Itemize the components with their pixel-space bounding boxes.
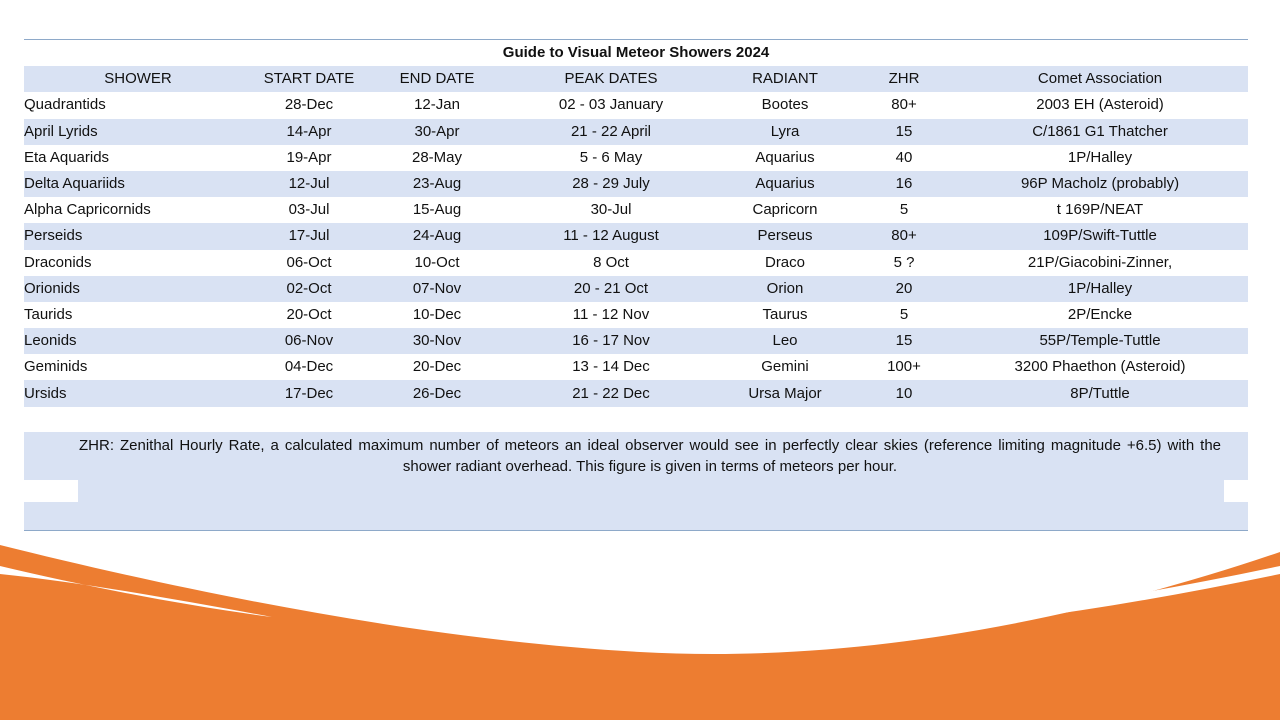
shower-name: Geminids [24,354,252,380]
shower-name: Delta Aquariids [24,171,252,197]
end-date: 10-Dec [366,302,508,328]
comet-association: 2P/Encke [952,302,1248,328]
radiant: Bootes [714,92,856,118]
zhr-value: 80+ [856,92,952,118]
start-date: 12-Jul [252,171,366,197]
start-date: 19-Apr [252,145,366,171]
comet-association: 3200 Phaethon (Asteroid) [952,354,1248,380]
table-spacer-row [24,407,1248,433]
zhr-value: 16 [856,171,952,197]
column-header-end-date: END DATE [366,66,508,92]
end-date: 15-Aug [366,197,508,223]
zhr-value: 20 [856,276,952,302]
shower-name: Draconids [24,250,252,276]
peak-dates: 02 - 03 January [508,92,714,118]
start-date: 06-Nov [252,328,366,354]
zhr-value: 15 [856,119,952,145]
peak-dates: 13 - 14 Dec [508,354,714,380]
zhr-value: 10 [856,380,952,406]
radiant: Ursa Major [714,380,856,406]
meteor-showers-table [24,40,1248,433]
radiant: Draco [714,250,856,276]
end-date: 07-Nov [366,276,508,302]
start-date: 17-Dec [252,380,366,406]
radiant: Taurus [714,302,856,328]
column-header-comet-association: Comet Association [952,66,1248,92]
end-date: 24-Aug [366,223,508,249]
end-date: 26-Dec [366,380,508,406]
zhr-value: 40 [856,145,952,171]
peak-dates: 21 - 22 Dec [508,380,714,406]
zhr-definition-text: ZHR: Zenithal Hourly Rate, a calculated maximum number of meteors an ideal observer would see in perfectly clear skies (reference limiting magnitude +6.5) with the shower radiant overhead. This figure is given in terms of meteors per hour. [79,437,1221,475]
zhr-note-box [24,432,1248,531]
table-row [24,328,1248,354]
zhr-value: 80+ [856,223,952,249]
start-date: 14-Apr [252,119,366,145]
column-header-peak-dates: PEAK DATES [508,66,714,92]
radiant: Leo [714,328,856,354]
note-gap-right [1224,480,1248,502]
comet-association: t 169P/NEAT [952,197,1248,223]
shower-name: Leonids [24,328,252,354]
table-body [24,92,1248,432]
peak-dates: 16 - 17 Nov [508,328,714,354]
table-spacer-cell [24,407,1248,433]
start-date: 02-Oct [252,276,366,302]
table-row [24,302,1248,328]
comet-association: 8P/Tuttle [952,380,1248,406]
table-row [24,92,1248,118]
comet-association: C/1861 G1 Thatcher [952,119,1248,145]
start-date: 20-Oct [252,302,366,328]
shower-name: Orionids [24,276,252,302]
end-date: 10-Oct [366,250,508,276]
table-row [24,276,1248,302]
table-header-row [24,66,1248,92]
end-date: 30-Nov [366,328,508,354]
column-header-radiant: RADIANT [714,66,856,92]
end-date: 20-Dec [366,354,508,380]
end-date: 28-May [366,145,508,171]
peak-dates: 8 Oct [508,250,714,276]
meteor-table-container [24,39,1248,433]
note-gap-left [24,480,78,502]
radiant: Capricorn [714,197,856,223]
shower-name: April Lyrids [24,119,252,145]
table-row [24,197,1248,223]
start-date: 28-Dec [252,92,366,118]
peak-dates: 11 - 12 August [508,223,714,249]
table-row [24,171,1248,197]
table-row [24,380,1248,406]
radiant: Gemini [714,354,856,380]
table-row [24,119,1248,145]
comet-association: 21P/Giacobini-Zinner, [952,250,1248,276]
shower-name: Quadrantids [24,92,252,118]
comet-association: 2003 EH (Asteroid) [952,92,1248,118]
shower-name: Eta Aquarids [24,145,252,171]
start-date: 03-Jul [252,197,366,223]
zhr-value: 5 ? [856,250,952,276]
end-date: 12-Jan [366,92,508,118]
shower-name: Taurids [24,302,252,328]
zhr-value: 5 [856,302,952,328]
peak-dates: 28 - 29 July [508,171,714,197]
comet-association: 1P/Halley [952,276,1248,302]
zhr-value: 15 [856,328,952,354]
radiant: Perseus [714,223,856,249]
comet-association: 1P/Halley [952,145,1248,171]
table-title-row [24,40,1248,66]
orange-wave-fill [0,545,1280,720]
zhr-value: 100+ [856,354,952,380]
shower-name: Ursids [24,380,252,406]
end-date: 30-Apr [366,119,508,145]
shower-name: Perseids [24,223,252,249]
radiant: Aquarius [714,145,856,171]
column-header-shower: SHOWER [24,66,252,92]
comet-association: 55P/Temple-Tuttle [952,328,1248,354]
comet-association: 109P/Swift-Tuttle [952,223,1248,249]
start-date: 06-Oct [252,250,366,276]
radiant: Orion [714,276,856,302]
peak-dates: 11 - 12 Nov [508,302,714,328]
column-header-start-date: START DATE [252,66,366,92]
comet-association: 96P Macholz (probably) [952,171,1248,197]
table-title: Guide to Visual Meteor Showers 2024 [24,40,1248,66]
end-date: 23-Aug [366,171,508,197]
peak-dates: 30-Jul [508,197,714,223]
column-header-zhr: ZHR [856,66,952,92]
peak-dates: 5 - 6 May [508,145,714,171]
start-date: 17-Jul [252,223,366,249]
table-row [24,354,1248,380]
peak-dates: 20 - 21 Oct [508,276,714,302]
radiant: Aquarius [714,171,856,197]
peak-dates: 21 - 22 April [508,119,714,145]
start-date: 04-Dec [252,354,366,380]
table-row [24,223,1248,249]
radiant: Lyra [714,119,856,145]
table-row [24,250,1248,276]
table-row [24,145,1248,171]
shower-name: Alpha Capricornids [24,197,252,223]
zhr-value: 5 [856,197,952,223]
